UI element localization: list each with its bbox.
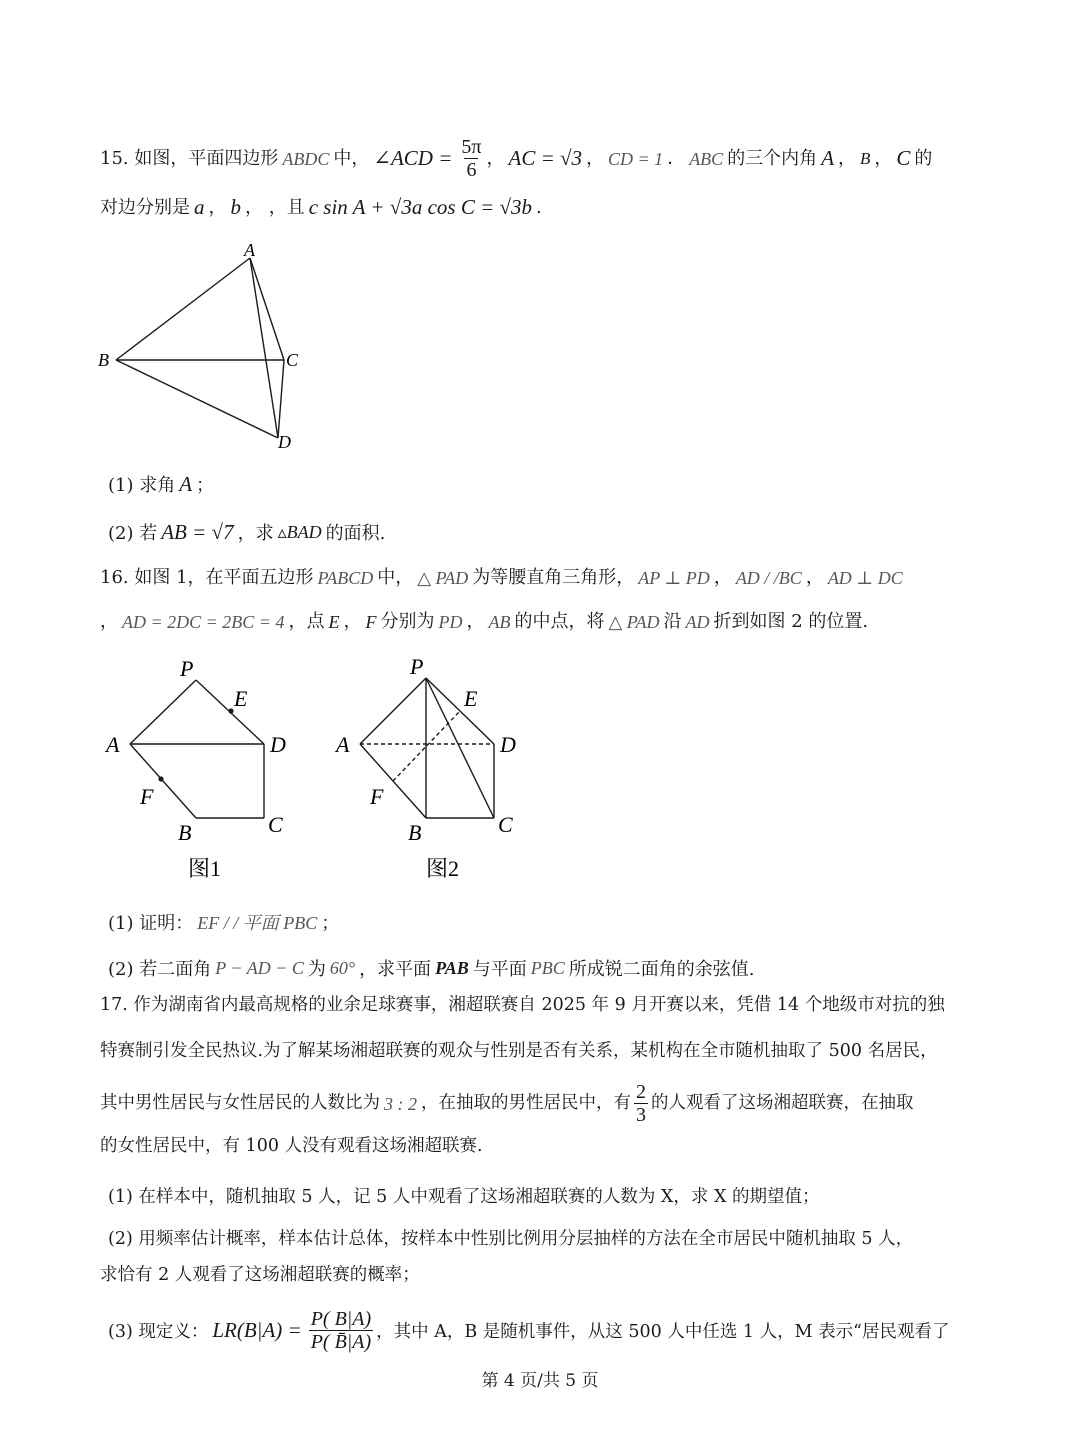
edge-ad <box>250 258 278 438</box>
label-p: P <box>410 654 424 679</box>
q15-cd-expr: CD = 1 <box>608 148 664 169</box>
q16-line1: 16. 如图 1，在平面五边形 PABCD 中， △ PAD 为等腰直角三角形， AP ⊥ PD ， AD / /BC ， AD ⊥ DC <box>100 567 903 588</box>
q17-part3: (3) 现定义： LR(B|A) = $\frac{P( B|A)}{P( B̄|A)}$ ，其中 A，B 是随机事件，从这 500 人中任选 1 人，M 表示“居民观看了 <box>108 1308 950 1353</box>
label-p: P <box>180 656 194 681</box>
q16-figure-2 <box>330 652 540 888</box>
label-f: F <box>370 784 384 809</box>
q17-part2-line1: (2) 用频率估计概率，样本估计总体，按样本中性别比例用分层抽样的方法在全市居民中随机抽取 5 人， <box>108 1229 914 1249</box>
q17-lr-fraction: $\frac{P( B|A)}{P( B̄|A)}$ <box>310 1308 372 1353</box>
q15-condition: c sin A + √3a cos C = √3b <box>308 195 533 219</box>
q15-part1: (1) 求角 A ； <box>108 471 215 496</box>
q15-line2: 对边分别是 a ， b ， ，且 c sin A + √3a cos C = √3b . <box>100 195 542 219</box>
label-d: D <box>500 732 516 757</box>
figure-1-caption: 图1 <box>188 856 222 881</box>
edge-pc <box>426 678 494 818</box>
q15-ac-expr: AC = √3 <box>508 146 583 170</box>
q15-figure <box>90 238 320 458</box>
q15-quad: ABDC <box>282 148 330 169</box>
page-footer: 第 4 页/共 5 页 <box>481 1371 599 1391</box>
point-f <box>158 776 163 781</box>
q17-part1: (1) 在样本中，随机抽取 5 人，记 5 人中观看了这场湘超联赛的人数为 X，求 X 的期望值； <box>108 1187 820 1207</box>
q15-angle-frac: $\frac{5\pi}{6}$ <box>461 136 482 181</box>
q15-tri: ABC <box>689 148 724 169</box>
label-c: C <box>498 812 513 837</box>
label-c: C <box>268 812 283 837</box>
edge-pa <box>360 678 426 744</box>
label-c: C <box>286 350 299 370</box>
q16-part2: (2) 若二面角 P − AD − C 为 60° ，求平面 PAB 与平面 PBC 所成锐二面角的余弦值. <box>108 957 755 980</box>
q17-line2: 特赛制引发全民热议.为了解某场湘超联赛的观众与性别是否有关系，某机构在全市随机抽取了 500 名居民， <box>100 1041 938 1061</box>
edge-pa <box>130 680 196 744</box>
edge-cd <box>278 360 284 438</box>
q16-part1: (1) 证明： EF / / 平面 PBC ； <box>108 913 340 934</box>
edge-bd <box>116 360 278 438</box>
label-b: B <box>98 350 109 370</box>
label-e: E <box>234 686 248 711</box>
label-b: B <box>408 820 422 845</box>
q15-angle-expr: ∠ACD = <box>373 146 453 170</box>
label-f: F <box>140 784 154 809</box>
label-e: E <box>464 686 478 711</box>
label-b: B <box>178 820 192 845</box>
label-a: A <box>336 732 350 757</box>
edge-ab <box>116 258 250 360</box>
q16-line2: ， AD = 2DC = 2BC = 4 ，点 E ， F 分别为 PD ， AB 的中点，将 △ PAD 沿 AD 折到如图 2 的位置. <box>100 611 869 632</box>
q17-line4: 的女性居民中，有 100 人没有观看这场湘超联赛. <box>100 1136 483 1156</box>
label-a: A <box>244 240 255 260</box>
q16-figure-1 <box>100 652 300 888</box>
figure-2-caption: 图2 <box>426 856 460 881</box>
q17-part2-line2: 求恰有 2 人观看了这场湘超联赛的概率； <box>100 1265 420 1285</box>
q15-part2: (2) 若 AB = √7 ，求 ▵BAD 的面积. <box>108 519 386 544</box>
point-e <box>228 708 233 713</box>
edge-ac <box>250 258 284 360</box>
label-d: D <box>270 732 286 757</box>
q17-line1: 17. 作为湖南省内最高规格的业余足球赛事，湘超联赛自 2025 年 9 月开赛以来，凭借 14 个地级市对抗的独 <box>100 995 945 1015</box>
q17-fraction: $\frac{2}{3}$ <box>636 1081 646 1126</box>
q15-line1: 15. 如图，平面四边形 ABDC 中， ∠ACD = $\frac{5\pi}{6}$ ， AC = √3 ， CD = 1 ． ABC 的三个内角 A ， B ， C 的 <box>100 136 933 181</box>
label-a: A <box>106 732 120 757</box>
q17-line3: 其中男性居民与女性居民的人数比为 3 : 2 ，在抽取的男性居民中，有 $\frac{2}{3}$ 的人观看了这场湘超联赛，在抽取 <box>100 1081 914 1126</box>
label-d: D <box>278 432 291 452</box>
edge-pd <box>426 678 494 744</box>
